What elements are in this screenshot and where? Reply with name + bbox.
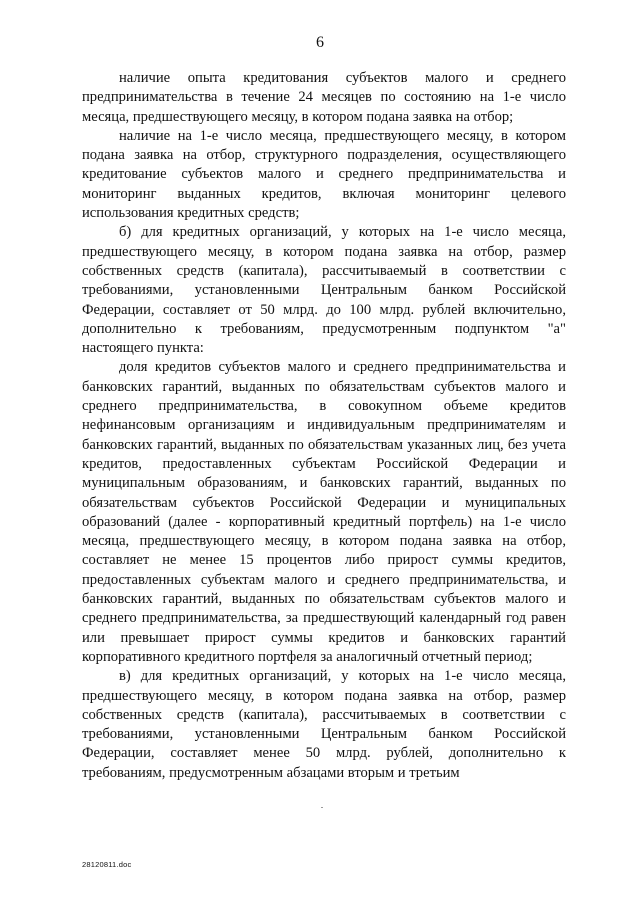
scan-artifact xyxy=(321,807,323,808)
paragraph-item-b: б) для кредитных организаций, у которых на 1-е число месяца, предшествующего месяцу, в котором подана заявка на отбор, размер собственных средств (капитала), рассчитываемый в соответствии с требованиями, установленными Центральным банком Российской Федерации, составляет от 50 млрд. до 100 млрд. рублей включительно, дополнительно к требованиям, предусмотренным подпунктом "а" настоящего пункта: xyxy=(82,224,566,357)
document-body xyxy=(82,69,566,783)
paragraph-item-v: в) для кредитных организаций, у которых на 1-е число месяца, предшествующего месяцу, в котором подана заявка на отбор, размер собственных средств (капитала), рассчитываемых в соответствии с требованиями, установленными Центральным банком Российской Федерации, составляет менее 50 млрд. рублей, дополнительно к требованиям, предусмотренным абзацами вторым и третьим xyxy=(82,668,566,781)
paragraph-sme-share: доля кредитов субъектов малого и среднего предпринимательства и банковских гарантий, выданных по обязательствам субъектов малого и среднего предпринимательства, в совокупном объеме кредитов нефинансовым организациям и индивидуальным предпринимателям и банковских гарантий, выданных по обязательствам указанных лиц, без учета кредитов, предоставленных субъектам Российской Федерации и муниципальным образованиям, и банковских гарантий, выданных по обязательствам субъектов Российской Федерации и муниципальных образований (далее - корпоративный кредитный портфель) на 1-е число месяца, предшествующего месяцу, в котором подана заявка на отбор, составляет не менее 15 процентов либо прирост суммы кредитов, предоставленных субъектам малого и среднего предпринимательства, и банковских гарантий, выданных по обязательствам субъектов малого и среднего предпринимательства, за предшествующий календарный год равен или превышает прирост суммы кредитов и банковских гарантий корпоративного кредитного портфеля за аналогичный отчетный период; xyxy=(82,359,566,665)
page-number: 6 xyxy=(316,34,324,51)
footer-document-code: 28120811.doc xyxy=(82,860,132,869)
paragraph-structural-unit: наличие на 1-е число месяца, предшествующего месяцу, в котором подана заявка на отбор, структурного подразделения, осуществляющего кредитование субъектов малого и среднего предпринимательства и мониторинг выданных кредитов, включая мониторинг целевого использования кредитных средств; xyxy=(82,127,566,222)
paragraph-lending-experience: наличие опыта кредитования субъектов малого и среднего предпринимательства в течение 24 месяцев по состоянию на 1-е число месяца, предшествующего месяцу, в котором подана заявка на отбор; xyxy=(82,70,566,125)
